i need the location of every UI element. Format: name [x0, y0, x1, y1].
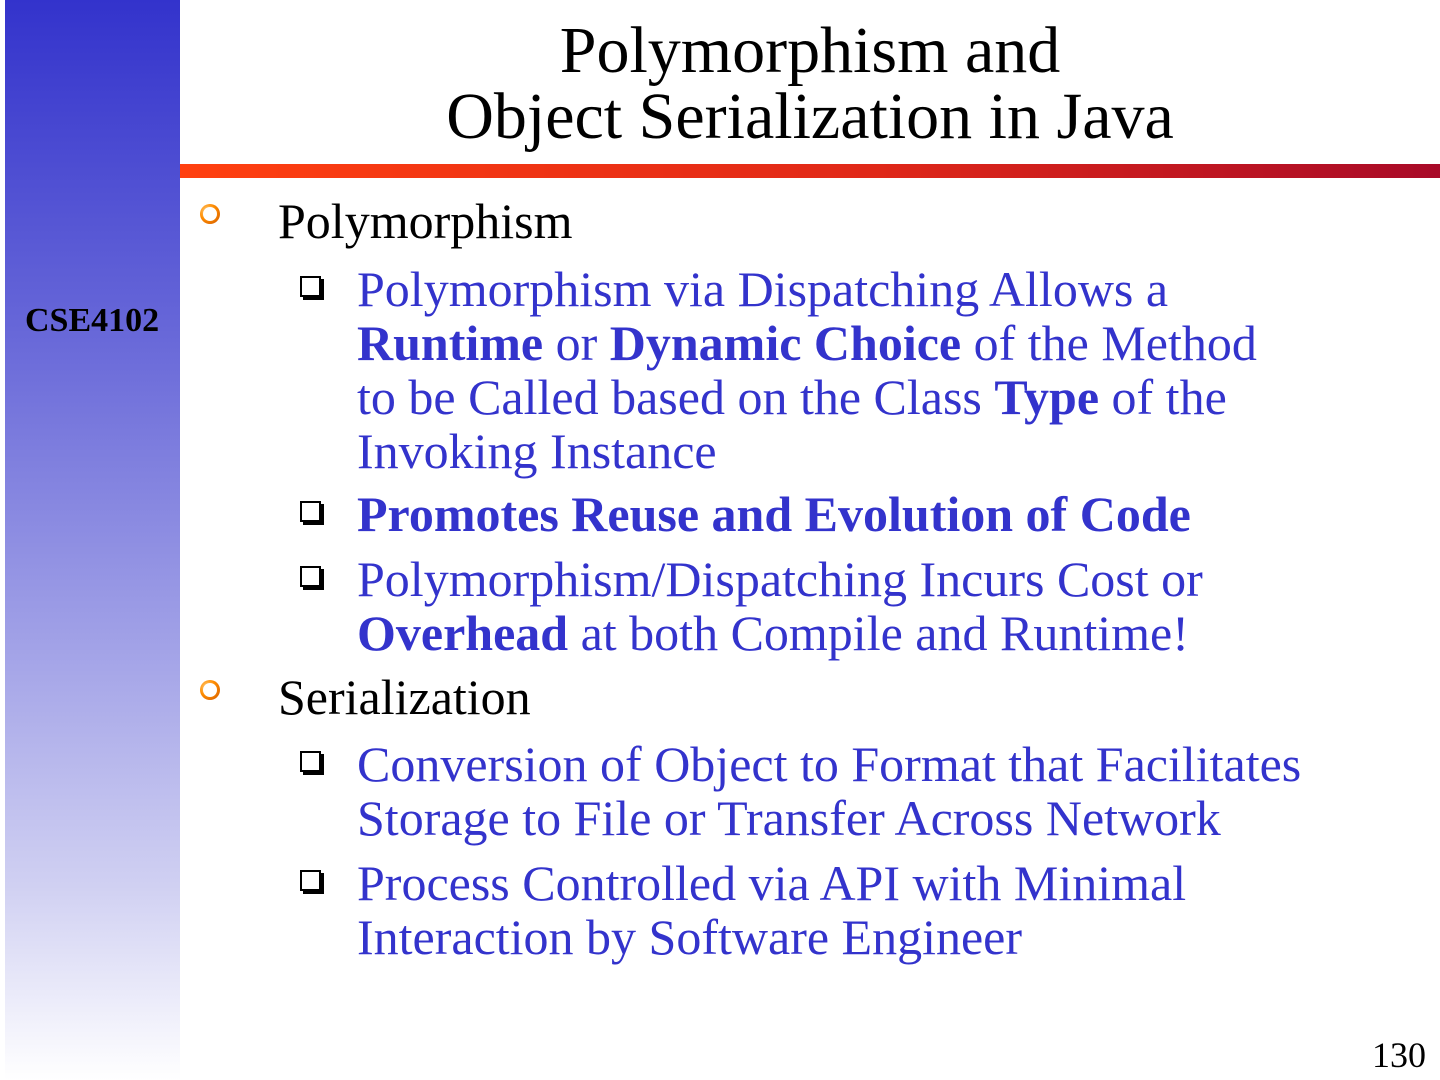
body-text: Interaction by Software Engineer — [357, 909, 1023, 965]
course-code: CSE4102 — [25, 302, 160, 339]
bullet-circle-icon — [200, 204, 220, 224]
sub-bullet-line — [357, 737, 1301, 791]
page-number: 130 — [1372, 1035, 1426, 1075]
sub-bullet-line — [357, 606, 1189, 660]
sub-bullet-line — [357, 487, 1191, 541]
body-text: Invoking Instance — [357, 423, 717, 479]
body-text: of the — [1099, 369, 1227, 425]
slide-title-line-2: Object Serialization in Java — [446, 80, 1174, 153]
bullet-square-icon — [300, 751, 321, 772]
sub-bullet-line — [357, 856, 1186, 910]
sub-bullet-line — [357, 552, 1203, 606]
body-text: at both Compile and Runtime! — [568, 605, 1189, 661]
bullet-square-icon — [300, 501, 321, 522]
body-text: to be Called based on the Class — [357, 369, 995, 425]
sub-bullet-line — [357, 791, 1221, 845]
sub-bullet-line — [357, 262, 1168, 316]
body-text: or — [543, 315, 610, 371]
emphasis-text: Runtime — [357, 315, 544, 371]
body-text: Storage to File or Transfer Across Network — [357, 790, 1221, 846]
body-text: Polymorphism/Dispatching Incurs Cost or — [357, 551, 1203, 607]
sub-bullet-line — [357, 910, 1022, 964]
emphasis-text: Promotes Reuse and Evolution of Code — [357, 486, 1191, 542]
emphasis-text: Type — [994, 369, 1100, 425]
bullet-circle-icon — [200, 680, 220, 700]
body-text: Polymorphism via Dispatching Allows a — [357, 261, 1169, 317]
sub-bullet-line — [357, 424, 717, 478]
bullet-heading: Polymorphism — [278, 193, 573, 249]
body-text: Process Controlled via API with Minimal — [357, 855, 1187, 911]
sub-bullet-line — [357, 370, 1227, 424]
body-text: Conversion of Object to Format that Facilitates — [357, 736, 1302, 792]
bullet-square-icon — [300, 276, 321, 297]
bullet-square-icon — [300, 870, 321, 891]
sub-bullet-line — [357, 316, 1257, 370]
bullet-heading: Serialization — [278, 669, 531, 725]
bullet-square-icon — [300, 566, 321, 587]
emphasis-text: Overhead — [357, 605, 569, 661]
body-text: of the Method — [961, 315, 1257, 371]
emphasis-text: Dynamic Choice — [609, 315, 962, 371]
slide-title-line-1: Polymorphism and — [559, 14, 1061, 87]
